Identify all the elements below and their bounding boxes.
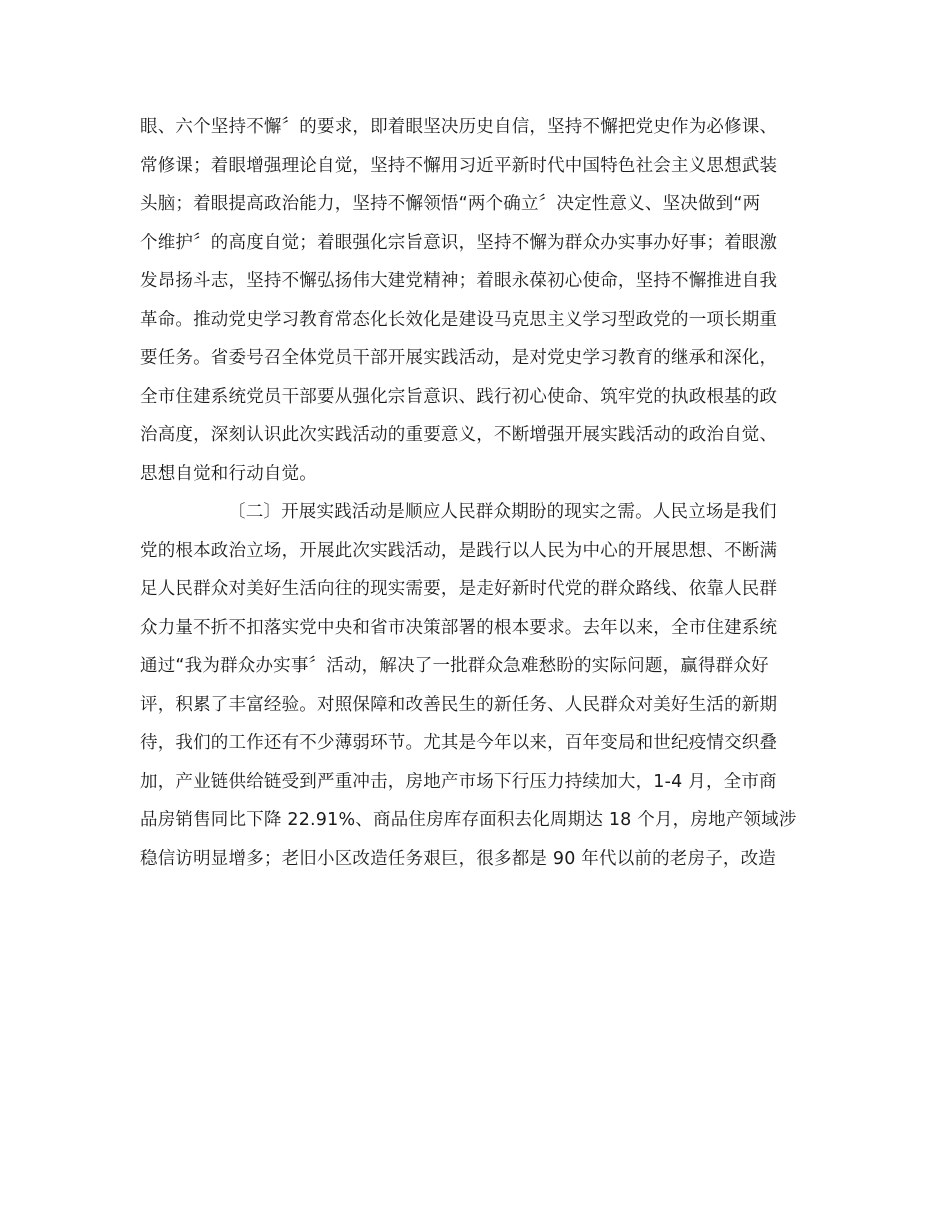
text-line: 发昂扬斗志，坚持不懈弘扬伟大建党精神；着眼永葆初心使命，坚持不懈推进自我 <box>140 271 778 291</box>
text-line: 众力量不折不扣落实党中央和省市决策部署的根本要求。去年以来，全市住建系统 <box>140 617 778 638</box>
text-line: 头脑；着眼提高政治能力，坚持不懈领悟“两个确立〞决定性意义、坚决做到“两 <box>140 194 761 214</box>
text-line: 品房销售同比下降 22.91%、商品住房库存面积去化周期达 18 个月，房地产领域涉 <box>140 810 797 830</box>
text-line: 要任务。省委号召全体党员干部开展实践活动，是对党史学习教育的继承和深化， <box>140 348 778 368</box>
text-line: 足人民群众对美好生活向往的现实需要，是走好新时代党的群众路线、依靠人民群 <box>140 579 778 599</box>
paragraph-1 <box>140 108 820 493</box>
text-line: 个维护〞的高度自觉；着眼强化宗旨意识，坚持不懈为群众办实事办好事；着眼激 <box>140 232 778 253</box>
text-line: 待，我们的工作还有不少薄弱环节。尤其是今年以来，百年变局和世纪疫情交织叠 <box>140 733 778 753</box>
text-line: 思想自觉和行动自觉。 <box>140 463 317 484</box>
text-line: 治高度，深刻认识此次实践活动的重要意义，不断增强开展实践活动的政治自觉、 <box>140 425 778 445</box>
text-line: 加，产业链供给链受到严重冲击，房地产市场下行压力持续加大，1-4 月，全市商 <box>140 771 777 792</box>
text-line: 眼、六个坚持不懈〞的要求，即着眼坚决历史自信，坚持不懈把党史作为必修课、 <box>140 117 778 137</box>
paragraph-2 <box>140 493 820 878</box>
text-line: 评，积累了丰富经验。对照保障和改善民生的新任务、人民群众对美好生活的新期 <box>140 694 778 715</box>
document-body <box>140 108 820 878</box>
text-line: 稳信访明显增多；老旧小区改造任务艰巨，很多都是 90 年代以前的老房子，改造 <box>140 848 776 869</box>
text-line-heading: 〔二〕开展实践活动是顺应人民群众期盼的现实之需。人民立场是我们 <box>228 502 777 522</box>
text-line: 党的根本政治立场，开展此次实践活动，是践行以人民为中心的开展思想、不断满 <box>140 540 778 561</box>
text-line: 常修课；着眼增强理论自觉，坚持不懈用习近平新时代中国特色社会主义思想武装 <box>140 155 778 176</box>
text-line: 全市住建系统党员干部要从强化宗旨意识、践行初心使命、筑牢党的执政根基的政 <box>140 386 778 407</box>
text-line: 通过“我为群众办实事〞活动，解决了一批群众急难愁盼的实际问题，赢得群众好 <box>140 656 769 676</box>
text-line: 革命。推动党史学习教育常态化长效化是建设马克思主义学习型政党的一项长期重 <box>140 309 778 330</box>
